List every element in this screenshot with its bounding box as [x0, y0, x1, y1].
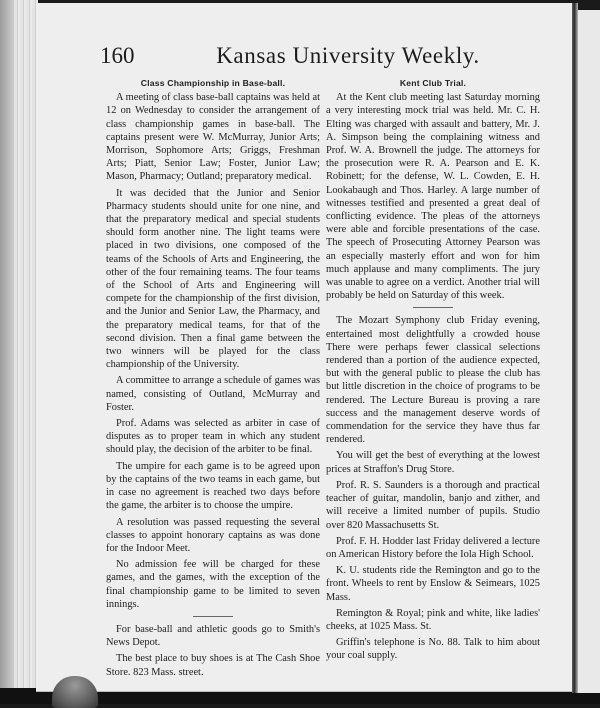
ad-cash-shoe-store: The best place to buy shoes is at The Cash Shoe Store. 823 Mass. street. [106, 653, 320, 678]
note-remington-wheels: K. U. students ride the Remington and go to the front. Wheels to rent by Enslow & Seimears, 1025 Mass. [326, 565, 540, 603]
paragraph: At the Kent club meeting last Saturday morning a very interesting mock trial was held. Mr. C. H. Elting was charged with assault and battery, Mr. J. A. Simpson being the complaining witness and Prof. W. A. Brownell the judge. The attorneys for the prosecution were R. A. Pearson and E. K. Robinett; for the defense, W. L. Cowden, E. H. Lookabaugh and Thos. Harley. A large number of witnesses testified and presented a great deal of conflicting evidence. The pleas of the attorneys were able and forcible presentations of the case. The speech of Prosecuting Attorney Pearson was an especially masterly effort and won for him much applause and many compliments. The jury was unable to agree on a verdict. Another trial will probably be held on Saturday of this week. [326, 92, 540, 302]
ad-smiths-news-depot: For base-ball and athletic goods go to Smith's News Depot. [106, 623, 320, 649]
paragraph: A meeting of class base-ball captains was held at 12 on Wednesday to consider the arrangement of class championship games in base-ball. The captains present were W. McMurray, Junior Arts; Morrison, Sophomore Arts; Griggs, Freshman Arts; Piatt, Senior Law; Foster, Junior Law; Mason, Pharmacy; Outland; preparatory medical. [106, 92, 320, 183]
section-divider [193, 616, 233, 617]
paragraph: A committee to arrange a schedule of games was named, consisting of Outland, McMurray and Foster. [106, 375, 320, 413]
section-divider [413, 307, 453, 308]
note-mozart-symphony: The Mozart Symphony club Friday evening, entertained most delightfully a crowded house There were perhaps fewer classical selections rendered than a portion of the audience expected, but with the general public to please the club has but little discretion in the choice of programs to be rendered. The Lecture Bureau is proving a rare success and the management deserve words of commendation for the service they have thus far rendered. [326, 315, 540, 446]
article-title-kent-club: Kent Club Trial. [399, 78, 467, 88]
note-remington-royal: Remington & Royal; pink and white, like ladies' cheeks, at 1025 Mass. St. [326, 607, 540, 632]
book-gutter-spine [572, 3, 578, 693]
page-number: 160 [100, 43, 135, 68]
next-page-edge [578, 10, 600, 693]
paragraph: It was decided that the Junior and Senior Pharmacy students should unite for one nine, and that the preparatory medical and special students should form another nine. The light teams were placed in two divisions, one composed of the teams of the Schools of Arts and Engineering, the other of the four remaining teams. The four teams of the School of Arts and Engineering will compete for the championship of the first division, and the Junior and Senior Law, the Pharmacy, and the preparatory medical teams, for that of the second division. Then a final game between the two winners will be played for the class championship of the University. [106, 187, 320, 371]
left-column [106, 77, 320, 682]
page-stack-edge [14, 0, 38, 704]
article-title-baseball: Class Championship in Base-ball. [140, 78, 286, 88]
note-saunders-teacher: Prof. R. S. Saunders is a thorough and practical teacher of guitar, mandolin, banjo and zither, and will receive a limited number of pupils. Studio over 820 Massachusetts St. [326, 479, 540, 531]
page-header [100, 43, 546, 73]
right-column [326, 77, 540, 666]
paragraph: A resolution was passed requesting the several classes to appoint honorary captains as was done for the Indoor Meet. [106, 516, 320, 554]
note-griffin-telephone: Griffin's telephone is No. 88. Talk to him about your coal supply. [326, 637, 540, 662]
paragraph: Prof. Adams was selected as arbiter in case of disputes as to proper team in which any student should play, the decision of the arbiter to be final. [106, 418, 320, 456]
note-straffons-drug-store: You will get the best of everything at the lowest prices at Straffon's Drug Store. [326, 450, 540, 475]
paragraph: The umpire for each game is to be agreed upon by the captains of the two teams in each game, but in case no agreement is reached two days before the game, the arbiter is to choose the umpire. [106, 460, 320, 512]
journal-title: Kansas University Weekly. [216, 43, 480, 68]
paragraph: No admission fee will be charged for these games, and the games, with the exception of the final championship game to be limited to seven innings. [106, 559, 320, 610]
note-hodder-lecture: Prof. F. H. Hodder last Friday delivered a lecture on American History before the Iola High School. [326, 535, 540, 560]
